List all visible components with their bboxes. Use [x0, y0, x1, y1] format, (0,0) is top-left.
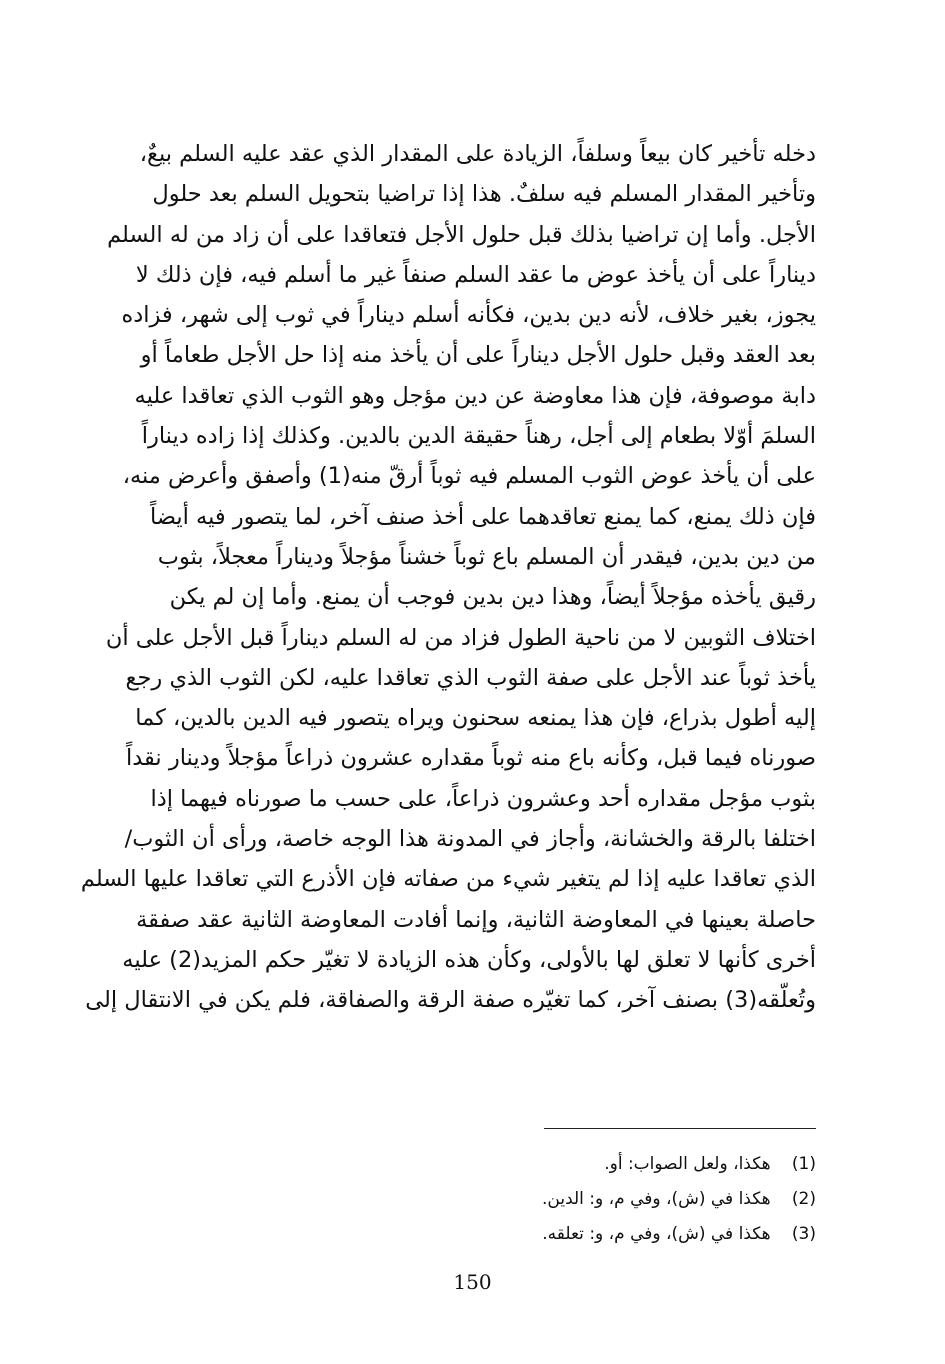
- text-line: حاصلة بعينها في المعاوضة الثانية، وإنما أفادت المعاوضة الثانية عقد صفقة: [136, 906, 816, 933]
- text-line: الأجل. وأما إن تراضيا بذلك قبل حلول الأجل فتعاقدا على أن زاد من له السلم: [107, 221, 816, 248]
- text-line: دابة موصوفة، فإن هذا معاوضة عن دين مؤجل وهو الثوب الذي تعاقدا عليه: [134, 382, 816, 409]
- text-line: وتُعلّقه(3) بصنف آخر، كما تغيّره صفة الرقة والصفاقة، فلم يكن في الانتقال إلى: [85, 987, 816, 1014]
- text-line: صورناه فيما قبل، وكأنه باع منه ثوباً مقداره عشرون ذراعاً مؤجلاً ودينار نقداً: [125, 745, 816, 772]
- body-text: [78, 134, 816, 1021]
- text-line: يأخذ ثوباً عند الأجل على صفة الثوب الذي تعاقدا عليه، لكن الثوب الذي رجع: [125, 664, 816, 691]
- text-line: يجوز، بغير خلاف، لأنه دين بدين، فكأنه أسلم ديناراً في ثوب إلى شهر، فزاده: [121, 302, 816, 329]
- text-line: أخرى كأنها لا تعلق لها بالأولى، وكأن هذه الزيادة لا تغيّر حكم المزيد(2) عليه: [122, 946, 816, 973]
- text-line: وتأخير المقدار المسلم فيه سلفٌ. هذا إذا تراضيا بتحويل السلم بعد حلول: [152, 181, 816, 208]
- footnote-item: [78, 1182, 816, 1217]
- footnotes: [78, 1147, 816, 1252]
- footnote-number: (1): [791, 1154, 816, 1174]
- text-line: رقيق يأخذه مؤجلاً أيضاً، وهذا دين بدين فوجب أن يمنع. وأما إن لم يكن: [169, 584, 816, 611]
- text-line: بثوب مؤجل مقداره أحد وعشرون ذراعاً، على حسب ما صورناه فيهما إذا: [150, 785, 816, 812]
- text-line: إليه أطول بذراع، فإن هذا يمنعه سحنون ويراه يتصور فيه الدين بالدين، كما: [135, 705, 816, 732]
- text-line: ديناراً على أن يأخذ عوض ما عقد السلم صنفاً غير ما أسلم فيه، فإن ذلك لا: [135, 261, 816, 288]
- footnote-item: [78, 1147, 816, 1182]
- text-line: من دين بدين، فيقدر أن المسلم باع ثوباً خشناً مؤجلاً وديناراً معجلاً، بثوب: [157, 543, 816, 570]
- footnote-item: [78, 1217, 816, 1252]
- footnote-text: هكذا في (ش)، وفي م، و: تعلقه.: [542, 1224, 771, 1244]
- text-line: السلمَ أوّلا بطعام إلى أجل، رهناً حقيقة الدين بالدين. وكذلك إذا زاده ديناراً: [141, 423, 816, 450]
- footnote-number: (2): [791, 1189, 816, 1209]
- text-line: على أن يأخذ عوض الثوب المسلم فيه ثوباً أرقّ منه(1) وأصفق وأعرض منه،: [122, 463, 816, 490]
- footnote-number: (3): [791, 1224, 816, 1244]
- footnote-divider: [544, 1128, 816, 1129]
- footnote-text: هكذا في (ش)، وفي م، و: الدين.: [542, 1189, 771, 1209]
- text-line: دخله تأخير كان بيعاً وسلفاً، الزيادة على المقدار الذي عقد عليه السلم بيعٌ،: [139, 141, 816, 167]
- text-line: اختلفا بالرقة والخشانة، وأجاز في المدونة هذا الوجه خاصة، ورأى أن الثوب/: [124, 826, 816, 853]
- text-line: بعد العقد وقبل حلول الأجل ديناراً على أن يأخذ منه إذا حل الأجل طعاماً أو: [140, 342, 816, 369]
- text-line: اختلاف الثوبين لا من ناحية الطول فزاد من له السلم ديناراً قبل الأجل على أن: [105, 624, 816, 651]
- text-line: الذي تعاقدا عليه إذا لم يتغير شيء من صفاته فإن الأذرع التي تعاقدا عليها السلم: [80, 866, 816, 893]
- footnote-text: هكذا، ولعل الصواب: أو.: [604, 1154, 771, 1174]
- text-line: فإن ذلك يمنع، كما يمنع تعاقدهما على أخذ صنف آخر، لما يتصور فيه أيضاً: [149, 503, 816, 530]
- page-number: 150: [453, 1270, 492, 1294]
